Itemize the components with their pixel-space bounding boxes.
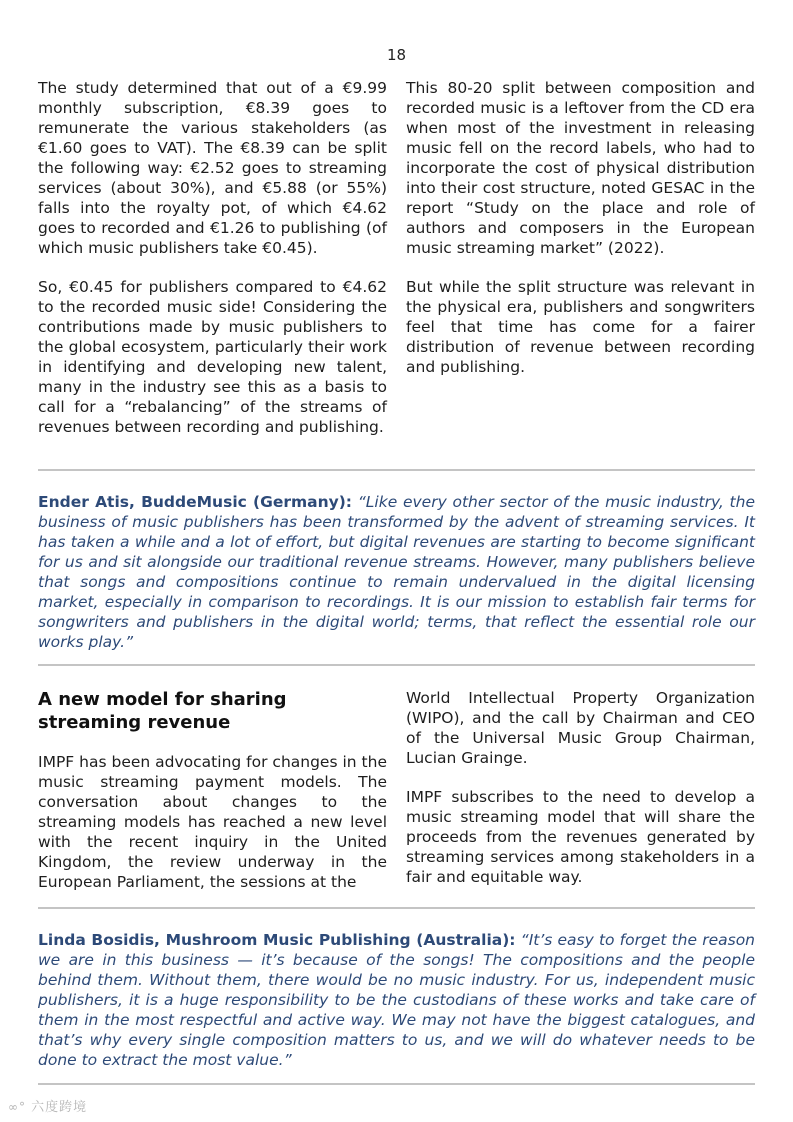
divider (38, 1083, 755, 1085)
section-right-column (406, 688, 755, 887)
watermark-logo (8, 1096, 87, 1115)
section-heading: A new model for sharing streaming revenue (38, 689, 287, 733)
divider (38, 664, 755, 666)
watermark-icon: ∞° (8, 1100, 26, 1114)
section-left-column (38, 688, 387, 892)
quote-text: “Like every other sector of the music industry, the business of music publishers has been transformed by the advent of streaming services. It has taken a while and a lot of effort, but digital revenues are starting to become significant for us and sit alongside our traditional revenue streams. However, many publishers believe that songs and compositions continue to remain undervalued in the digital licensing market, especially in comparison to recordings. It is our mission to establish fair terms for songwriters and publishers in the digital world; terms, that reflect the essential role our works play.” (38, 493, 755, 651)
quote-text: “It’s easy to forget the reason we are in this business — it’s because of the songs! The compositions and the people behind them. Without them, there would be no music industry. For us, independent music publishers, it is a huge responsibility to be the custodians of these works and take care of them in the most respectful and active way. We may not have the biggest catalogues, and that’s why every single composition matters to us, and we will do whatever needs to be done to extract the most value.” (38, 931, 755, 1069)
quote-speaker: Ender Atis, BuddeMusic (Germany): (38, 493, 353, 511)
paragraph: IMPF has been advocating for changes in the music streaming payment models. The conversation about changes to the streaming models has reached a new level with the recent inquiry in the United Kingdom, the review underway in the European Parliament, the sessions at the (38, 753, 387, 891)
paragraph: World Intellectual Property Organization (WIPO), and the call by Chairman and CEO of the Universal Music Group Chairman, Lucian Grainge. (406, 689, 755, 767)
page-number: 18 (386, 46, 407, 64)
quote-speaker: Linda Bosidis, Mushroom Music Publishing (Australia): (38, 931, 516, 949)
pull-quote-ender-atis (38, 492, 755, 652)
paragraph: So, €0.45 for publishers compared to €4.62 to the recorded music side! Considering the contributions made by music publishers to the global ecosystem, particularly their work in identifying and developing new talent, many in the industry see this as a basis to call for a “rebalancing” of the streams of revenues between recording and publishing. (38, 278, 387, 436)
pull-quote-linda-bosidis (38, 930, 755, 1070)
top-left-column (38, 78, 387, 437)
top-right-column (406, 78, 755, 377)
paragraph: IMPF subscribes to the need to develop a music streaming model that will share the proceeds from the revenues generated by streaming services among stakeholders in a fair and equitable way. (406, 788, 755, 886)
paragraph: The study determined that out of a €9.99 monthly subscription, €8.39 goes to remunerate the various stakeholders (as €1.60 goes to VAT). The €8.39 can be split the following way: €2.52 goes to streaming services (about 30%), and €5.88 (or 55%) falls into the royalty pot, of which €4.62 goes to recorded and €1.26 to publishing (of which music publishers take €0.45). (38, 79, 387, 257)
watermark-text: 六度跨境 (31, 1100, 88, 1115)
divider (38, 469, 755, 471)
paragraph: But while the split structure was relevant in the physical era, publishers and songwriters feel that time has come for a fairer distribution of revenue between recording and publishing. (406, 278, 755, 376)
divider (38, 907, 755, 909)
paragraph: This 80-20 split between composition and recorded music is a leftover from the CD era when most of the investment in releasing music fell on the record labels, who had to incorporate the cost of physical distribution into their cost structure, noted GESAC in the report “Study on the place and role of authors and composers in the European music streaming market” (2022). (406, 79, 755, 257)
